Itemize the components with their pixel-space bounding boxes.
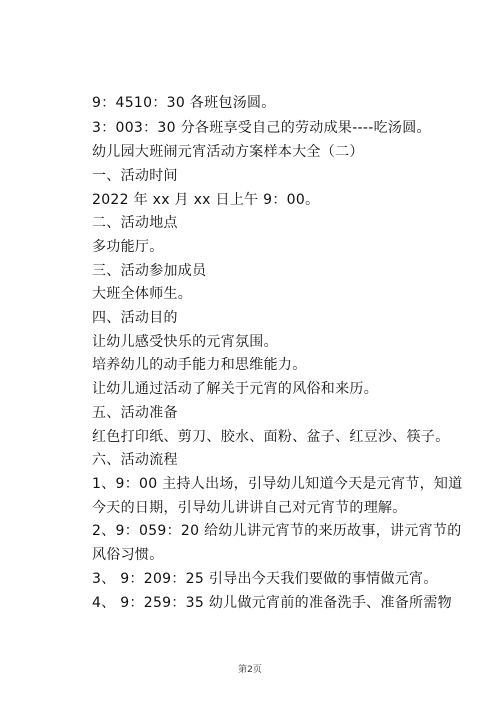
- text-line: 2022 年 xx 月 xx 日上午 9：00。: [92, 192, 320, 208]
- section-heading: 四、活动目的: [92, 310, 178, 326]
- text-line: 3：003：30 分各班享受自己的劳动成果----吃汤圆。: [92, 120, 431, 136]
- section-heading: 六、活动流程: [92, 452, 178, 468]
- text-line: 2、9：059：20 给幼儿讲元宵节的来历故事，讲元宵节的: [92, 523, 462, 539]
- text-line: 让幼儿感受快乐的元宵氛围。: [92, 334, 278, 350]
- section-heading: 三、活动参加成员: [92, 263, 207, 279]
- section-title: 幼儿园大班闹元宵活动方案样本大全（二）: [92, 144, 364, 160]
- text-line: 风俗习惯。: [92, 547, 164, 563]
- page-number: 第2页: [238, 665, 262, 675]
- text-line: 红色打印纸、剪刀、胶水、面粉、盆子、红豆沙、筷子。: [92, 429, 450, 445]
- section-heading: 五、活动准备: [92, 405, 178, 421]
- text-line: 多功能厅。: [92, 239, 164, 255]
- text-line: 培养幼儿的动手能力和思维能力。: [92, 357, 307, 373]
- text-line: 大班全体师生。: [92, 286, 193, 302]
- text-line: 让幼儿通过活动了解关于元宵的风俗和来历。: [92, 381, 378, 397]
- text-line: 3、 9：209：25 引导出今天我们要做的事情做元宵。: [92, 571, 438, 587]
- text-line: 9：4510：30 各班包汤圆。: [92, 95, 276, 111]
- text-line: 今天的日期，引导幼儿讲讲自己对元宵节的理解。: [92, 500, 407, 516]
- text-line: 1、9：00 主持人出场，引导幼儿知道今天是元宵节，知道: [92, 476, 463, 492]
- section-heading: 一、活动时间: [92, 168, 178, 184]
- text-line: 4、 9：259：35 幼儿做元宵前的准备洗手、准备所需物: [92, 595, 452, 611]
- section-heading: 二、活动地点: [92, 215, 178, 231]
